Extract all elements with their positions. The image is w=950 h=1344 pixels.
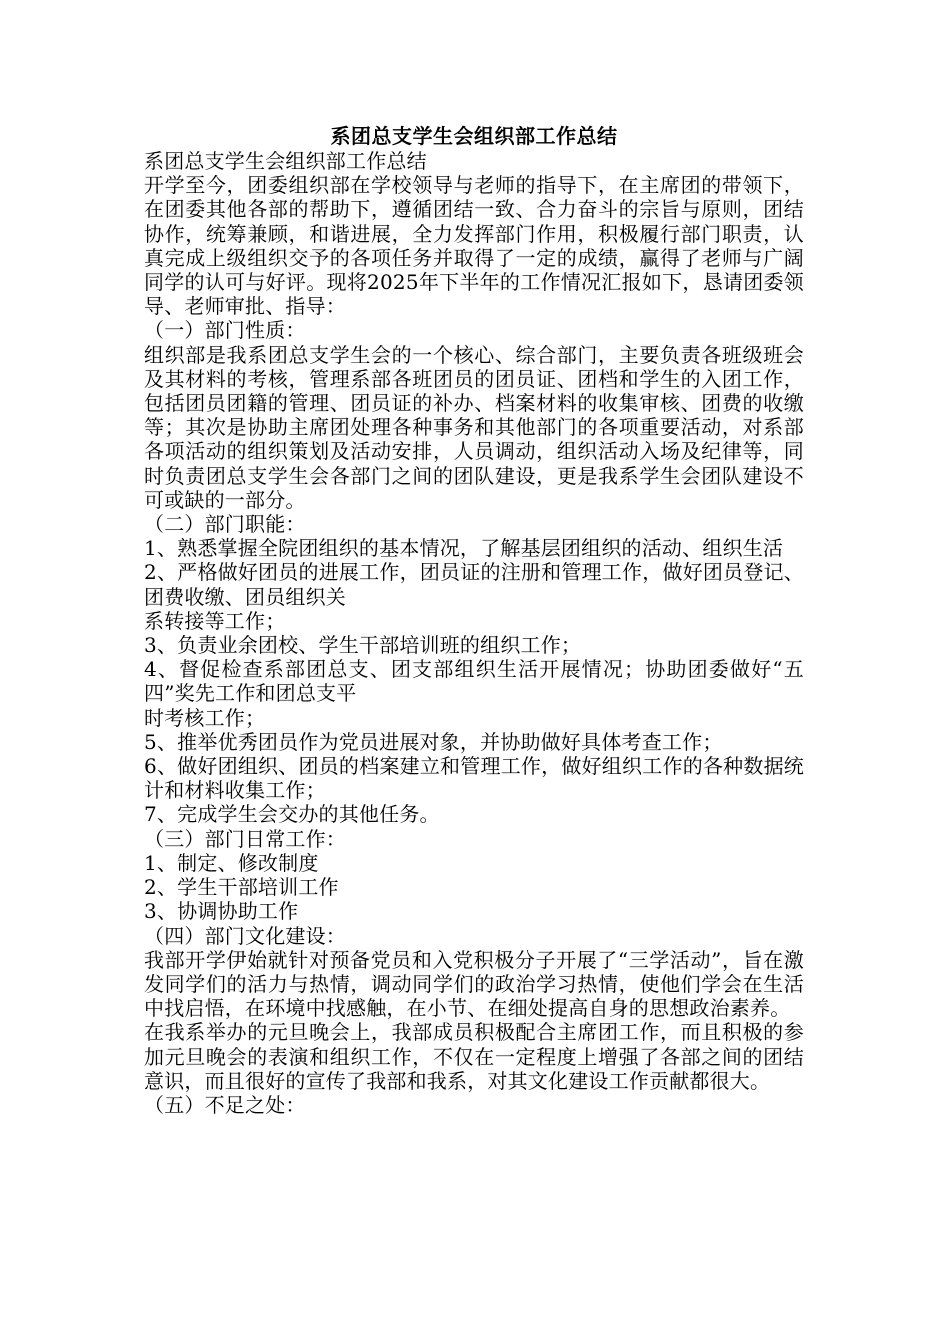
function-item-1: 1、熟悉掌握全院团组织的基本情况，了解基层团组织的活动、组织生活 <box>144 536 784 561</box>
function-item-2: 2、严格做好团员的进展工作，团员证的注册和管理工作，做好团员登记、团费收缴、团员组织关 <box>144 560 804 609</box>
daily-work-item-3: 3、协调协助工作 <box>144 899 299 924</box>
section-heading-nature: （一）部门性质： <box>144 318 306 343</box>
nature-paragraph: 组织部是我系团总支学生会的一个核心、综合部门，主要负责各班级班会及其材料的考核，管理系部各班团员的团员证、团档和学生的入团工作，包括团员团籍的管理、团员证的补办、档案材料的收集审核、团费的收缴等；其次是协助主席团处理各种事务和其他部门的各项重要活动，对系部各项活动的组织策划及活动安排，人员调动，组织活动入场及纪律等，同时负责团总支学生会各部门之间的团队建设，更是我系学生会团队建设不可或缺的一部分。 <box>144 342 804 512</box>
section-heading-functions: （二）部门职能： <box>144 512 306 537</box>
section-heading-culture: （四）部门文化建设： <box>144 923 346 948</box>
function-item-3: 3、负责业余团校、学生干部培训班的组织工作； <box>144 633 582 658</box>
document-body <box>144 149 804 1117</box>
daily-work-item-1: 1、制定、修改制度 <box>144 850 319 875</box>
daily-work-item-2: 2、学生干部培训工作 <box>144 875 339 900</box>
document-page <box>144 124 804 1117</box>
function-item-4-continued: 时考核工作； <box>144 705 266 730</box>
culture-paragraph-1: 我部开学伊始就针对预备党员和入党积极分子开展了“三学活动”，旨在激发同学们的活力与热情，调动同学们的政治学习热情，使他们学会在生活中找启悟，在环境中找感触，在小节、在细处提高自身的思想政治素养。 <box>144 947 804 1021</box>
function-item-6: 6、做好团组织、团员的档案建立和管理工作，做好组织工作的各种数据统计和材料收集工作； <box>144 754 804 803</box>
subtitle-line: 系团总支学生会组织部工作总结 <box>144 149 427 173</box>
document-title: 系团总支学生会组织部工作总结 <box>330 124 618 148</box>
function-item-4: 4、督促检查系部团总支、团支部组织生活开展情况；协助团委做好“五四”奖先工作和团总支平 <box>144 657 804 706</box>
function-item-7: 7、完成学生会交办的其他任务。 <box>144 802 440 827</box>
intro-paragraph: 开学至今，团委组织部在学校领导与老师的指导下，在主席团的带领下，在团委其他各部的帮助下，遵循团结一致、合力奋斗的宗旨与原则，团结协作，统筹兼顾，和谐进展，全力发挥部门作用，积极履行部门职责，认真完成上级组织交予的各项任务并取得了一定的成绩，赢得了老师与广阔同学的认可与好评。现将2025年下半年的工作情况汇报如下，恳请团委领导、老师审批、指导： <box>144 173 804 319</box>
function-item-5: 5、推举优秀团员作为党员进展对象，并协助做好具体考查工作； <box>144 729 723 754</box>
section-heading-daily-work: （三）部门日常工作： <box>144 826 346 851</box>
culture-paragraph-2: 在我系举办的元旦晚会上，我部成员积极配合主席团工作，而且积极的参加元旦晚会的表演和组织工作，不仅在一定程度上增强了各部之间的团结意识，而且很好的宣传了我部和我系，对其文化建设工作贡献都很大。 <box>144 1020 804 1093</box>
section-heading-shortcomings: （五）不足之处： <box>144 1092 306 1117</box>
function-item-2-continued: 系转接等工作； <box>144 608 286 633</box>
